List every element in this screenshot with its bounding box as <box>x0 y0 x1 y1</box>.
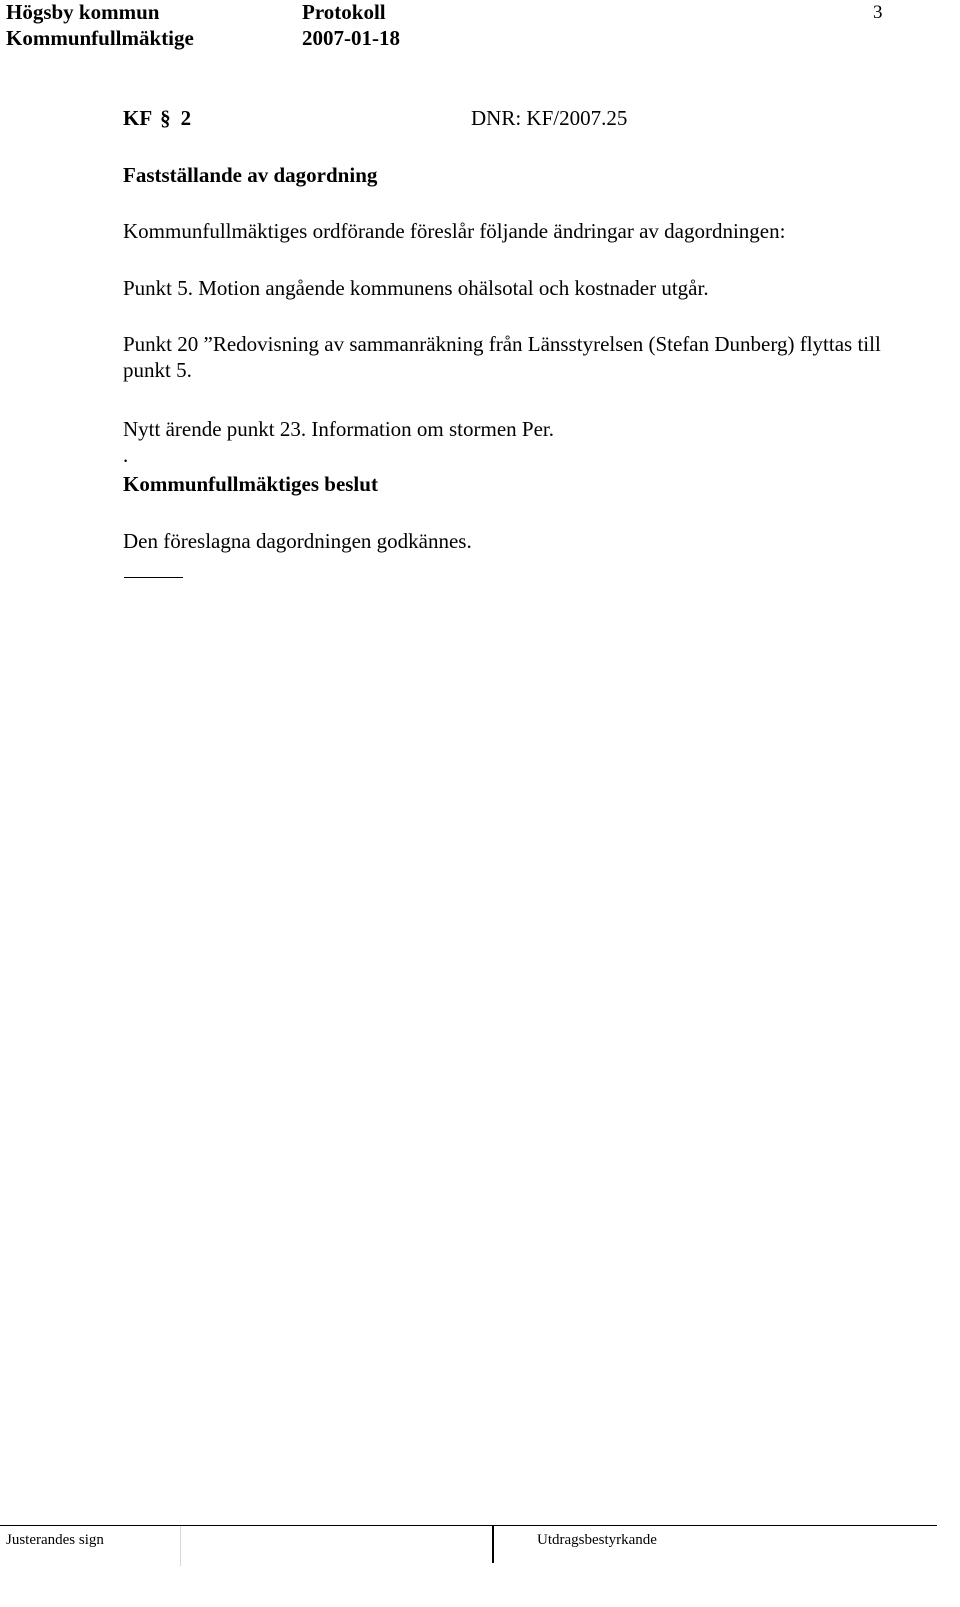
end-rule <box>124 577 183 578</box>
header-document-type: Protokoll <box>302 0 386 24</box>
header-municipality: Högsby kommun <box>6 0 160 24</box>
decision-heading: Kommunfullmäktiges beslut <box>123 472 378 496</box>
header-body-name: Kommunfullmäktige <box>6 26 194 50</box>
section-heading: Fastställande av dagordning <box>123 163 378 187</box>
agenda-change-item: Punkt 5. Motion angående kommunens ohälsotal och kostnader utgår. <box>123 276 709 300</box>
page-number: 3 <box>873 2 883 23</box>
section-prefix: KF <box>123 106 153 130</box>
footer-extract-label: Utdragsbestyrkande <box>537 1532 657 1548</box>
agenda-change-item: Nytt ärende punkt 23. Information om stormen Per. <box>123 417 555 441</box>
header-date: 2007-01-18 <box>302 26 400 50</box>
section-number: 2 <box>180 106 192 130</box>
intro-paragraph: Kommunfullmäktiges ordförande föreslår följande ändringar av dagordningen: <box>123 219 786 243</box>
agenda-change-item: Punkt 20 ”Redovisning av sammanräkning från Länsstyrelsen (Stefan Dunberg) flyttas till punkt 5. <box>123 332 881 382</box>
stray-dot: . <box>123 443 129 467</box>
footer-separator <box>180 1526 181 1566</box>
footer-rule <box>0 1525 937 1526</box>
decision-text: Den föreslagna dagordningen godkännes. <box>123 529 472 553</box>
footer-signature-label: Justerandes sign <box>6 1532 104 1548</box>
footer-separator <box>492 1526 494 1563</box>
section-reference <box>123 105 191 131</box>
dnr-reference: DNR: KF/2007.25 <box>471 106 628 130</box>
paragraph-symbol: § <box>160 106 171 130</box>
